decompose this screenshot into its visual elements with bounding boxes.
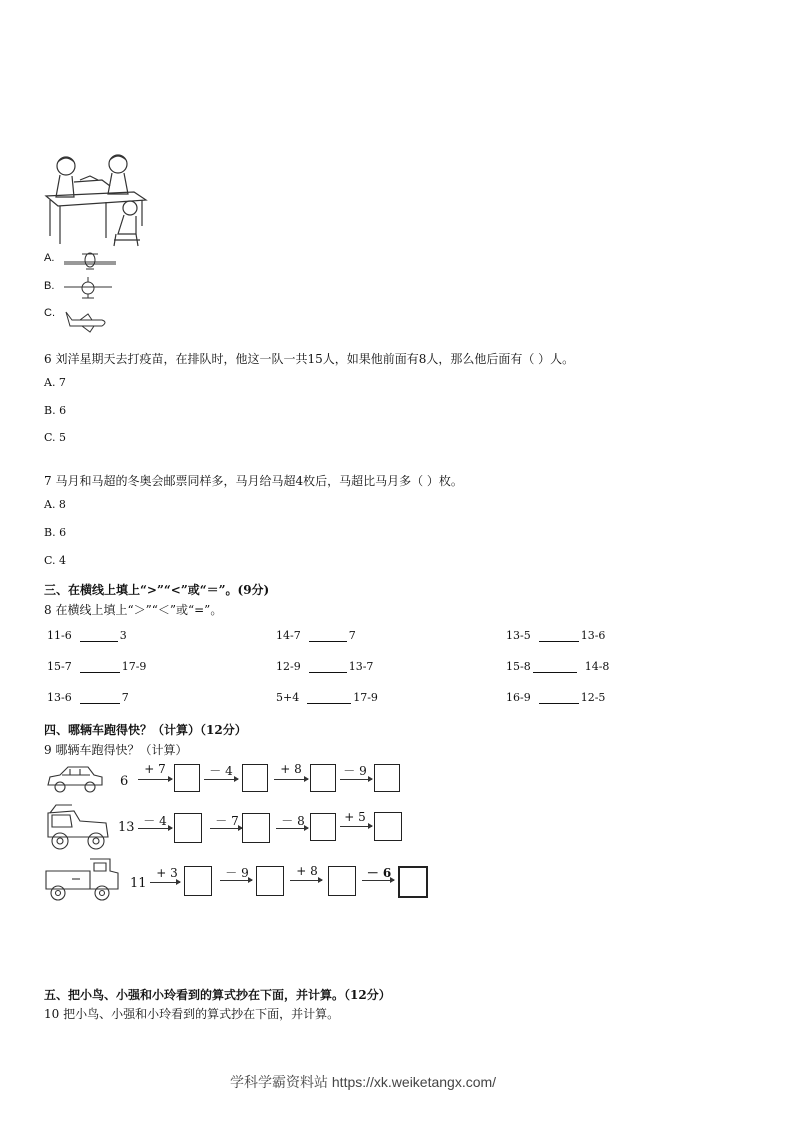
- arrow-icon: [276, 828, 308, 829]
- operation-label: + 8: [296, 864, 318, 878]
- q7-option-c[interactable]: C. 4: [44, 554, 67, 567]
- option-a[interactable]: [44, 252, 54, 264]
- compare-left: 5+4: [276, 691, 300, 704]
- compare-left: 13-5: [506, 629, 531, 642]
- answer-box[interactable]: [398, 866, 428, 898]
- answer-blank[interactable]: [539, 691, 579, 704]
- compare-right: 12-5: [580, 691, 606, 704]
- compare-left: 12-9: [276, 660, 301, 673]
- compare-right: 17-9: [121, 660, 147, 673]
- operation-label: － 9: [343, 764, 367, 778]
- arrow-icon: [210, 828, 242, 829]
- arrow-icon: [362, 880, 394, 881]
- question-10-text: 10 把小鸟、小强和小玲看到的算式抄在下面，并计算。: [44, 1007, 340, 1021]
- answer-blank[interactable]: [80, 629, 118, 642]
- arrow-icon: [290, 880, 322, 881]
- answer-blank[interactable]: [309, 660, 347, 673]
- option-a-letter: A.: [44, 252, 55, 264]
- compare-item: [506, 660, 609, 673]
- answer-box[interactable]: [256, 866, 284, 896]
- compare-right: 14-8: [584, 660, 610, 673]
- arrow-icon: [138, 828, 172, 829]
- operation-label: + 7: [144, 762, 166, 776]
- arrow-icon: [340, 779, 372, 780]
- compare-left: 13-6: [47, 691, 72, 704]
- airplane-side-view-icon: [62, 306, 110, 334]
- answer-blank[interactable]: [533, 660, 577, 673]
- option-c[interactable]: [44, 307, 55, 319]
- start-number: 11: [130, 876, 147, 891]
- compare-left: 15-8: [506, 660, 531, 673]
- arrow-icon: [138, 779, 172, 780]
- compare-right: 7: [121, 691, 129, 704]
- compare-item: [47, 629, 127, 642]
- answer-box[interactable]: [174, 764, 200, 792]
- q7-option-b[interactable]: B. 6: [44, 526, 67, 539]
- operation-label: + 5: [344, 810, 366, 824]
- compare-item: [47, 660, 146, 673]
- operation-label: － 4: [143, 814, 167, 828]
- compare-left: 16-9: [506, 691, 531, 704]
- section-3-title: 三、在横线上填上“>”“<”或“＝”。(9分): [44, 583, 270, 597]
- car-icon: [46, 763, 104, 795]
- airplane-front-view-icon: [62, 276, 114, 302]
- operation-label: + 8: [280, 762, 302, 776]
- question-7-text: 7 马月和马超的冬奥会邮票同样多，马月给马超4枚后，马超比马月多（ ）枚。: [44, 474, 463, 488]
- compare-right: 13-7: [348, 660, 374, 673]
- answer-box[interactable]: [184, 866, 212, 896]
- arrow-icon: [340, 826, 372, 827]
- compare-right: 7: [348, 629, 356, 642]
- answer-box[interactable]: [310, 813, 336, 841]
- option-b[interactable]: [44, 280, 54, 292]
- answer-blank[interactable]: [309, 629, 347, 642]
- compare-right: 13-6: [580, 629, 606, 642]
- compare-left: 15-7: [47, 660, 72, 673]
- compare-item: [47, 691, 129, 704]
- start-number: 6: [120, 774, 129, 789]
- answer-box[interactable]: [374, 812, 402, 841]
- answer-blank[interactable]: [80, 691, 120, 704]
- compare-right: 3: [119, 629, 127, 642]
- q7-option-a[interactable]: A. 8: [44, 498, 66, 511]
- operation-label: － 8: [281, 814, 305, 828]
- answer-blank[interactable]: [307, 691, 351, 704]
- truck-icon: [44, 857, 120, 903]
- answer-blank[interactable]: [80, 660, 120, 673]
- section-4-title: 四、哪辆车跑得快？（计算）（12分）: [44, 723, 247, 737]
- q6-option-c[interactable]: C. 5: [44, 431, 67, 444]
- start-number: 13: [118, 820, 135, 835]
- question-8-text: 8 在横线上填上“＞”“＜”或“=”。: [44, 603, 223, 617]
- q6-option-a[interactable]: A. 7: [44, 376, 66, 389]
- arrow-icon: [274, 779, 308, 780]
- arrow-icon: [150, 882, 180, 883]
- answer-box[interactable]: [310, 764, 336, 792]
- operation-label: － 9: [225, 866, 249, 880]
- compare-right: 17-9: [353, 691, 378, 704]
- operation-label: － 6: [366, 866, 392, 880]
- option-c-letter: C.: [44, 307, 55, 319]
- compare-item: [506, 629, 605, 642]
- arrow-icon: [220, 880, 252, 881]
- answer-box[interactable]: [242, 764, 268, 792]
- answer-box[interactable]: [374, 764, 400, 792]
- option-b-letter: B.: [44, 280, 55, 292]
- operation-label: － 7: [215, 814, 239, 828]
- compare-item: [506, 691, 605, 704]
- children-table-illustration: [44, 152, 150, 248]
- operation-label: － 4: [209, 764, 233, 778]
- arrow-icon: [204, 779, 238, 780]
- answer-box[interactable]: [174, 813, 202, 843]
- compare-item: [276, 691, 378, 704]
- answer-box[interactable]: [328, 866, 356, 896]
- airplane-top-view-icon: [62, 250, 118, 270]
- compare-left: 14-7: [276, 629, 301, 642]
- operation-label: + 3: [156, 866, 178, 880]
- question-6-text: 6 刘洋星期天去打疫苗，在排队时，他这一队一共15人，如果他前面有8人，那么他后面有（ ）人。: [44, 352, 575, 366]
- answer-blank[interactable]: [539, 629, 579, 642]
- q6-option-b[interactable]: B. 6: [44, 404, 67, 417]
- compare-item: [276, 629, 356, 642]
- answer-box[interactable]: [242, 813, 270, 843]
- footer-watermark: 学科学霸资料站 https://xk.weiketangx.com/: [230, 1074, 497, 1090]
- compare-item: [276, 660, 373, 673]
- jeep-icon: [44, 803, 112, 853]
- question-9-text: 9 哪辆车跑得快？（计算）: [44, 743, 188, 757]
- section-5-title: 五、把小鸟、小强和小玲看到的算式抄在下面，并计算。（12分）: [44, 988, 391, 1002]
- compare-left: 11-6: [47, 629, 72, 642]
